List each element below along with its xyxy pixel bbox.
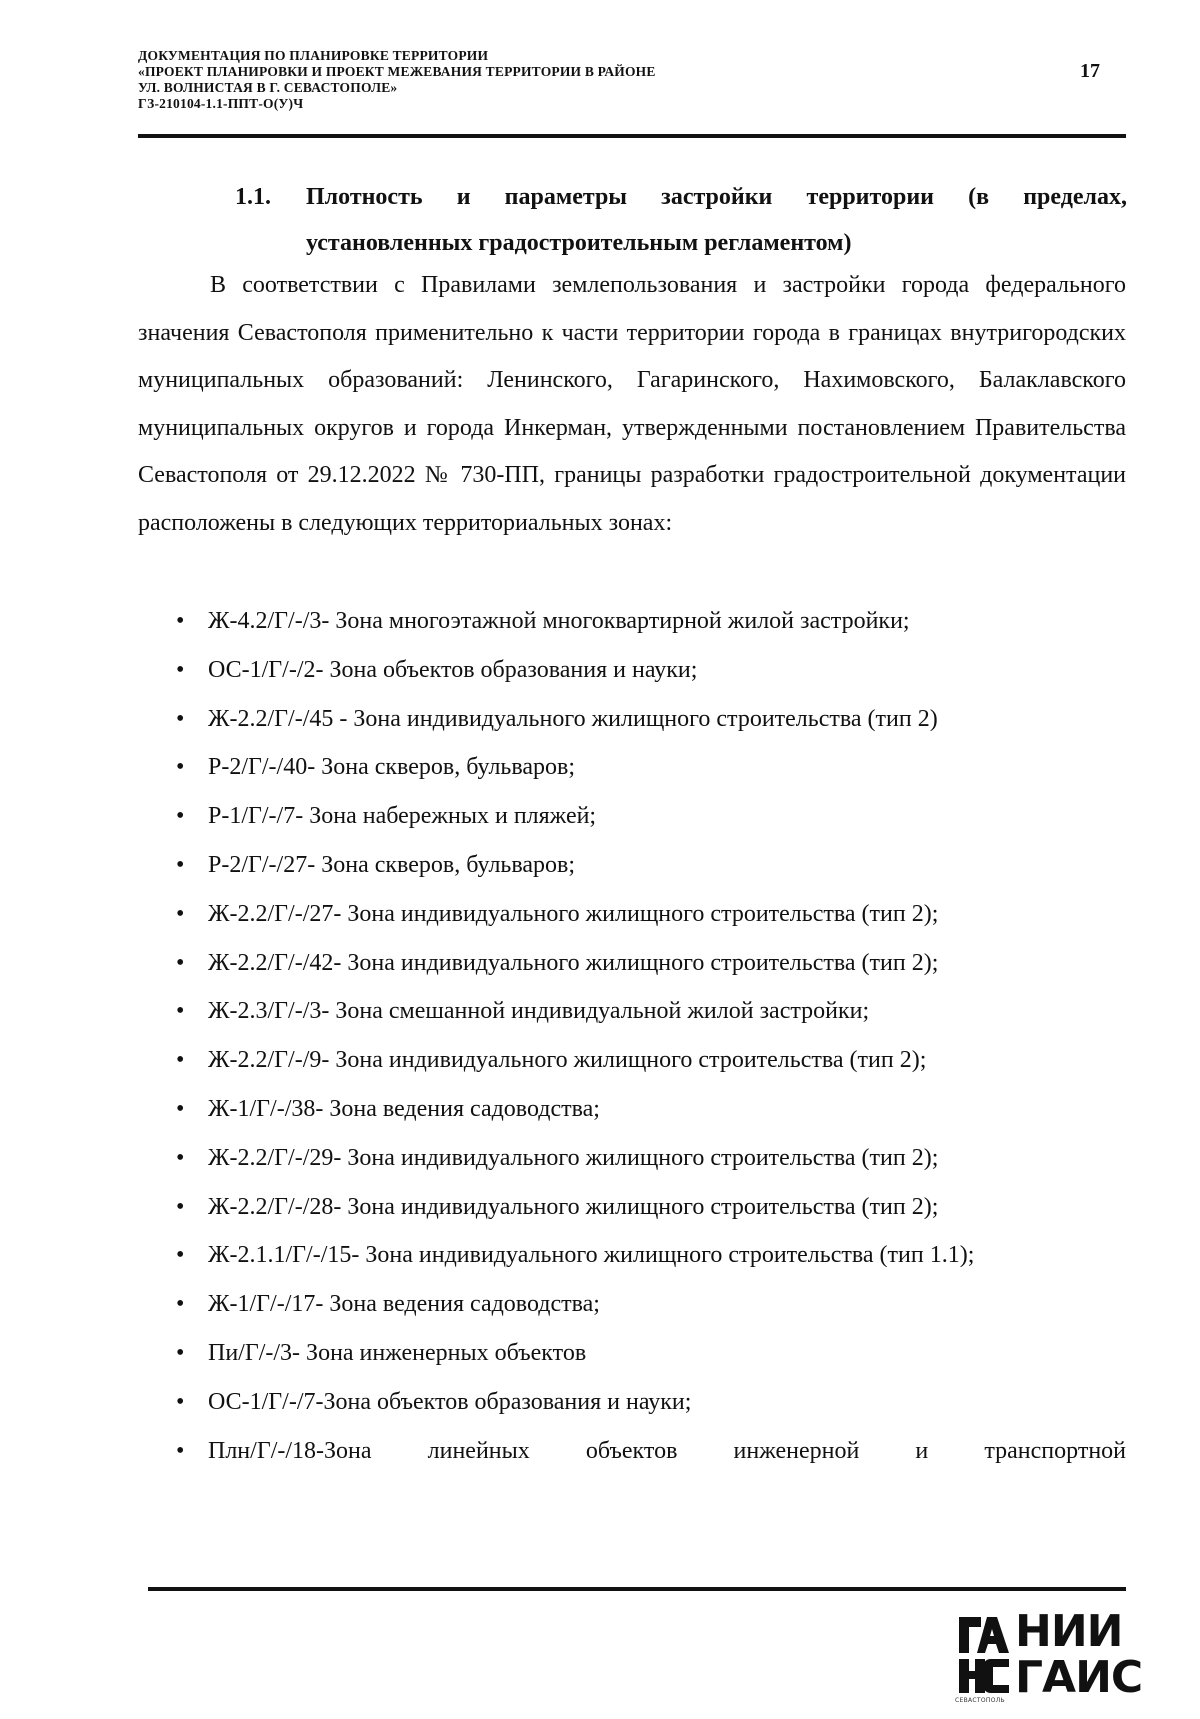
header-divider: [138, 134, 1126, 138]
bullet-icon: •: [176, 1437, 185, 1464]
zone-text: Ж-2.2/Г/-/9- Зона индивидуального жилищного строительства (тип 2);: [208, 1047, 927, 1074]
bullet-icon: •: [176, 1095, 185, 1122]
bullet-icon: •: [176, 1144, 185, 1171]
zone-text: Р-1/Г/-/7- Зона набережных и пляжей;: [208, 803, 597, 830]
bullet-icon: •: [176, 1242, 185, 1269]
list-item: [138, 1329, 1126, 1378]
header-line-2: «ПРОЕКТ ПЛАНИРОВКИ И ПРОЕКТ МЕЖЕВАНИЯ ТЕРРИТОРИИ В РАЙОНЕ: [138, 64, 656, 79]
zone-text: Ж-2.1.1/Г/-/15- Зона индивидуального жилищного строительства (тип 1.1);: [208, 1242, 975, 1269]
section-number: 1.1.: [235, 184, 271, 210]
logo-text-line-1: НИИ: [1015, 1606, 1123, 1657]
zone-text: ОС-1/Г/-/2- Зона объектов образования и науки;: [208, 656, 698, 683]
list-item: [138, 1280, 1126, 1329]
header-line-1: ДОКУМЕНТАЦИЯ ПО ПЛАНИРОВКЕ ТЕРРИТОРИИ: [138, 48, 489, 63]
bullet-icon: •: [176, 900, 185, 927]
section-title: Плотность и параметры застройки территории (в пределах, установленных градостроительным регламентом): [306, 184, 1127, 256]
zone-text: Пи/Г/-/3- Зона инженерных объектов: [208, 1339, 587, 1366]
list-item: [138, 890, 1126, 939]
list-item: [138, 987, 1126, 1036]
bullet-icon: •: [176, 1291, 185, 1318]
logo-text: [1015, 1606, 1143, 1703]
list-item: [138, 841, 1126, 890]
zone-text: Ж-1/Г/-/17- Зона ведения садоводства;: [208, 1291, 600, 1318]
logo-text-line-2: ГАИС: [1015, 1652, 1143, 1703]
zone-text: Ж-2.2/Г/-/28- Зона индивидуального жилищного строительства (тип 2);: [208, 1193, 939, 1220]
zone-text: Ж-2.3/Г/-/3- Зона смешанной индивидуальной жилой застройки;: [208, 998, 870, 1025]
bullet-icon: •: [176, 608, 185, 634]
zone-text: Ж-4.2/Г/-/3- Зона многоэтажной многоквартирной жилой застройки;: [208, 608, 910, 634]
footer-divider: [148, 1587, 1126, 1591]
list-item: [138, 1134, 1126, 1183]
bullet-icon: •: [176, 656, 185, 683]
bullet-icon: •: [176, 1388, 185, 1415]
list-item: [138, 1378, 1126, 1427]
bullet-icon: •: [176, 949, 185, 976]
list-item: [138, 743, 1126, 792]
bullet-icon: •: [176, 754, 185, 781]
zone-list: [138, 597, 1126, 1475]
header-line-3: УЛ. ВОЛНИСТАЯ В Г. СЕВАСТОПОЛЕ»: [138, 80, 398, 95]
header-document-code: ГЗ-210104-1.1-ППТ-О(У)Ч: [138, 96, 304, 111]
zone-text: Ж-2.2/Г/-/29- Зона индивидуального жилищного строительства (тип 2);: [208, 1144, 939, 1171]
logo-subtext: СЕВАСТОПОЛЬ: [955, 1697, 1005, 1704]
list-item: [138, 792, 1126, 841]
logo-mark-icon: [955, 1613, 1013, 1697]
list-item: [138, 1231, 1126, 1280]
intro-paragraph: В соответствии с Правилами землепользования и застройки города федерального значения Севастополя применительно к части территории города в границах внутригородских муниципальных образований: Ленинского, Гагаринского, Нахимовского, Балаклавского муниципальных округов и города Инкерман, утвержденными постановлением Правительства Севастополя от 29.12.2022 № 730-ПП, границы разработки градостроительной документации расположены в следующих территориальных зонах:: [138, 272, 1126, 536]
bullet-icon: •: [176, 1193, 185, 1220]
list-item: [138, 695, 1126, 744]
list-item: [138, 1427, 1126, 1476]
bullet-icon: •: [176, 803, 185, 830]
nii-gais-logo: [955, 1606, 1143, 1705]
zone-text: Ж-1/Г/-/38- Зона ведения садоводства;: [208, 1095, 600, 1122]
zone-text: Ж-2.2/Г/-/45 - Зона индивидуального жилищного строительства (тип 2): [208, 705, 938, 732]
list-item: [138, 939, 1126, 988]
zone-text: Ж-2.2/Г/-/42- Зона индивидуального жилищного строительства (тип 2);: [208, 949, 939, 976]
bullet-icon: •: [176, 705, 185, 732]
section-heading: [235, 174, 1127, 266]
bullet-icon: •: [176, 1339, 185, 1366]
bullet-icon: •: [176, 998, 185, 1025]
zone-text: Р-2/Г/-/27- Зона скверов, бульваров;: [208, 851, 576, 878]
bullet-icon: •: [176, 1047, 185, 1074]
zone-text: Р-2/Г/-/40- Зона скверов, бульваров;: [208, 754, 576, 781]
zone-text: Ж-2.2/Г/-/27- Зона индивидуального жилищного строительства (тип 2);: [208, 900, 939, 927]
zone-text: Плн/Г/-/18-Зона линейных объектов инженерной и транспортной: [208, 1437, 1126, 1464]
page-number: 17: [1080, 60, 1100, 82]
list-item: [138, 1085, 1126, 1134]
list-item: [138, 1183, 1126, 1232]
bullet-icon: •: [176, 851, 185, 878]
list-item: [138, 597, 1126, 646]
zone-text: ОС-1/Г/-/7-Зона объектов образования и науки;: [208, 1388, 692, 1415]
list-item: [138, 646, 1126, 695]
document-header: [138, 48, 958, 112]
list-item: [138, 1036, 1126, 1085]
